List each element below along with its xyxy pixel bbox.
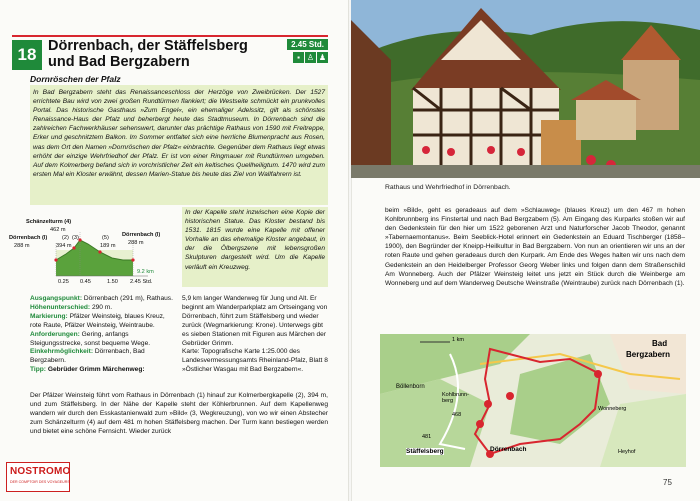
duration-badge: 2.45 Std. [287, 39, 328, 50]
profile-tick: 2.45 Std. [130, 279, 153, 285]
profile-right-alt: 288 m [128, 240, 144, 246]
family-icon: ♟ [318, 53, 327, 62]
profile-km-total: 9.2 km [137, 269, 154, 275]
map-scale: 1 km [452, 337, 464, 343]
fact-value: Gebrüder Grimm Märchenweg: [47, 366, 145, 374]
profile-point-3: (3) [72, 235, 79, 241]
map-town-bergzabern: Bergzabern [626, 350, 671, 359]
fact-value: Dörrenbach (291 m), Rathaus. [83, 295, 173, 302]
fact-value: Pfälzer Weinsteig, blaues Kreuz, rote Raute, Pfälzer Weinsteig, Weintraube. [30, 312, 165, 329]
profile-peak-label: Schänzelturm (4) [26, 219, 72, 225]
map-label-st-alt: 481 [422, 434, 432, 440]
map-label-staeffelsberg: Stäffelsberg [406, 448, 444, 455]
profile-point-2: (2) [62, 235, 69, 241]
fact-key: Höhenunterschied: [30, 303, 91, 311]
village-photo [351, 0, 700, 178]
elevation-profile [8, 210, 180, 290]
profile-left-label: Dörrenbach (l) [9, 235, 48, 241]
facts-tip-text: 5,9 km langer Wanderweg für Jung und Alt. Er beginnt am Wanderparkplatz am Ortseingang von Dörrenbach, führt zum Stäffelsberg und wieder zurück (Wegmarkierung: Krone). Unterwegs gibt es sieben Stationen mit Figuren aus Märchen der Gebrüder Grimm. [182, 295, 328, 347]
fact-value: Gering, anfangs Steigungsstrecke, sonst bequeme Wege. [30, 330, 151, 347]
fact-key: Anforderungen: [30, 330, 80, 338]
profile-left-alt: 288 m [14, 243, 30, 249]
profile-tick: 0.45 [80, 279, 91, 285]
fact-key: Einkehrmöglichkeit: [30, 348, 94, 356]
profile-peak-alt: 462 m [50, 227, 66, 233]
tour-title-bar [12, 35, 328, 73]
tour-title: Dörrenbach, der Stäffelsberg und Bad Bergzabern [48, 38, 248, 70]
profile-alt-189: 189 m [100, 243, 116, 249]
mode-icons [293, 52, 328, 63]
intro-text-continued: In der Kapelle steht inzwischen eine Kopie der historischen Statue. Das Kloster bestand bis 1531. 1815 wurde eine Kapelle mit offener Vorhalle an das ehemalige Kloster angebaut, in der die Ölbergszene mit lebensgroßen Skulpturen dargestellt wird. Um die Kapelle verläuft ein Kreuzweg. [182, 207, 328, 287]
profile-right-label: Dörrenbach (l) [122, 232, 161, 238]
fact-value: 290 m. [91, 303, 113, 311]
tour-number: 18 [12, 40, 42, 70]
hiker-icon: ♙ [306, 53, 315, 62]
profile-alt-394: 394 m [56, 243, 72, 249]
profile-point-5: (5) [102, 235, 109, 241]
logo-name: NOSTROMO [10, 466, 71, 477]
logo-sub: DER COMPTOIR DES VOYAGEURS [10, 480, 70, 484]
profile-tick: 1.50 [107, 279, 118, 285]
map-label-boellenborn: Böllenborn [396, 384, 425, 390]
nostromo-logo [6, 462, 70, 492]
fact-key: Ausgangspunkt: [30, 295, 83, 302]
map-town-bad: Bad [652, 339, 668, 348]
fact-value: Dörrenbach, Bad Bergzabern. [30, 348, 145, 365]
map-label-doerrenbach: Dörrenbach [490, 446, 527, 453]
profile-tick: 0.25 [58, 279, 69, 285]
route-description-left: Der Pfälzer Weinsteig führt vom Rathaus in Dörrenbach (1) hinauf zur Kolmerbergkapelle (2), 394 m, und zum Stäffelsberg. In der Nähe der Kapelle steht der Köhlerbrunnen. Auf dem Kapellenweg wandern wir durch den Esskastanienwald zum »Bild« (3, Wegkreuzung), von wo wir einen Abstecher zum Schänzelturm (4) auf dem 481 m hohen Stäffelsberg machen. Der Turm kann bestiegen werden und bietet eine schöne Fernsicht. Wieder zurück [30, 392, 328, 436]
section-subheading: Dornröschen der Pfalz [30, 74, 121, 84]
fact-key: Tipp: [30, 366, 46, 374]
fact-key: Markierung: [30, 312, 68, 320]
route-map [380, 334, 686, 467]
map-label-wonneberg: Wonneberg [598, 406, 627, 412]
route-description-right: beim »Bild«, geht es geradeaus auf dem »Schlauweg« (blaues Kreuz) um den 467 m hohen Kohlbrunnberg ins Finstertal und nach Bad Bergzabern (5). Am Eingang des Kurparks stoßen wir auf den Gedenkstein für den hier um 1522 geborenen Arzt und Naturforscher Jacob Theodor, genannt »Tabernaemontanus«. Beim Seeblick-Hotel erinnert ein Gedenkstein an Eduard Tischberger (1858–1900), den Begründer der Kneipp-Heilkultur in Bad Bergzabern. Von nun an orientieren wir uns an der roten Raute und gehen geradeaus durch den Kurpark. Am Ende des Weges halten wir uns nach dem Gedenkstein an den Heidelberger Professor Georg Weber links und folgen dann dem Straßenschild Am Wonneberg. Auch der Pfälzer Weinsteig leitet uns jetzt ein Stück durch die Weinberge am Wonneberg und auf dem Wanderweg Deutsche Weinstraße (Weintraube) zurück nach Dörrenbach (1). [385, 207, 685, 287]
tour-facts-continued [182, 295, 328, 375]
map-label-kb-alt: 468 [452, 412, 462, 418]
map-label-kohlbrunnberg: Kohlbrunn-berg [442, 392, 469, 404]
photo-caption: Rathaus und Wehrfriedhof in Dörrenbach. [385, 184, 511, 191]
page-number: 75 [663, 478, 672, 487]
tour-facts [30, 295, 177, 375]
intro-text: In Bad Bergzabern steht das Renaissanceschloss der Herzöge von Zweibrücken. Der 1527 errichtete Bau wird von zwei großen Rundtürmen flankiert; die Westseite schmückt ein prunkvolles Portal. Das historische Gasthaus »Zum Engel«, ein ehemaliger Adelssitz, gilt als schönstes Renaissance-Haus der Pfalz und beherbergt heute das Stadtmuseum. In Dörrenbach sind die zahlreichen Fachwerkhäuser sehenswert, darunter das prächtige Rathaus von 1590 mit Freitreppe, Erker und geschnitztem Balkon. Im Sommer entfaltet sich eine herrliche Blumenpracht aus Rosen, was dem Ort den Namen »Dornröschen der Pfalz« einbrachte. Gegenüber dem Rathaus liegt etwas erhöht der einzige Wehrfriedhof der Pfalz. Er ist von einer Ringmauer mit Rundtürmen umgeben. Auf dem Kolmerberg befand sich in vorchristlicher Zeit ein keltisches Quellheiligtum. 1470 wird zum ersten Mal ein Kloster erwähnt, dessen Marien-Statue bis heute das Ziel von Wallfahrern ist. [30, 85, 328, 205]
map-label-heyhof: Heyhof [618, 449, 636, 455]
facts-map-text: Karte: Topografische Karte 1:25.000 des Landesvermessungsamts Rheinland-Pfalz, Blatt 8 »Östlicher Wasgau mit Bad Bergzabern«. [182, 348, 328, 374]
bus-icon: ▪ [293, 52, 304, 63]
